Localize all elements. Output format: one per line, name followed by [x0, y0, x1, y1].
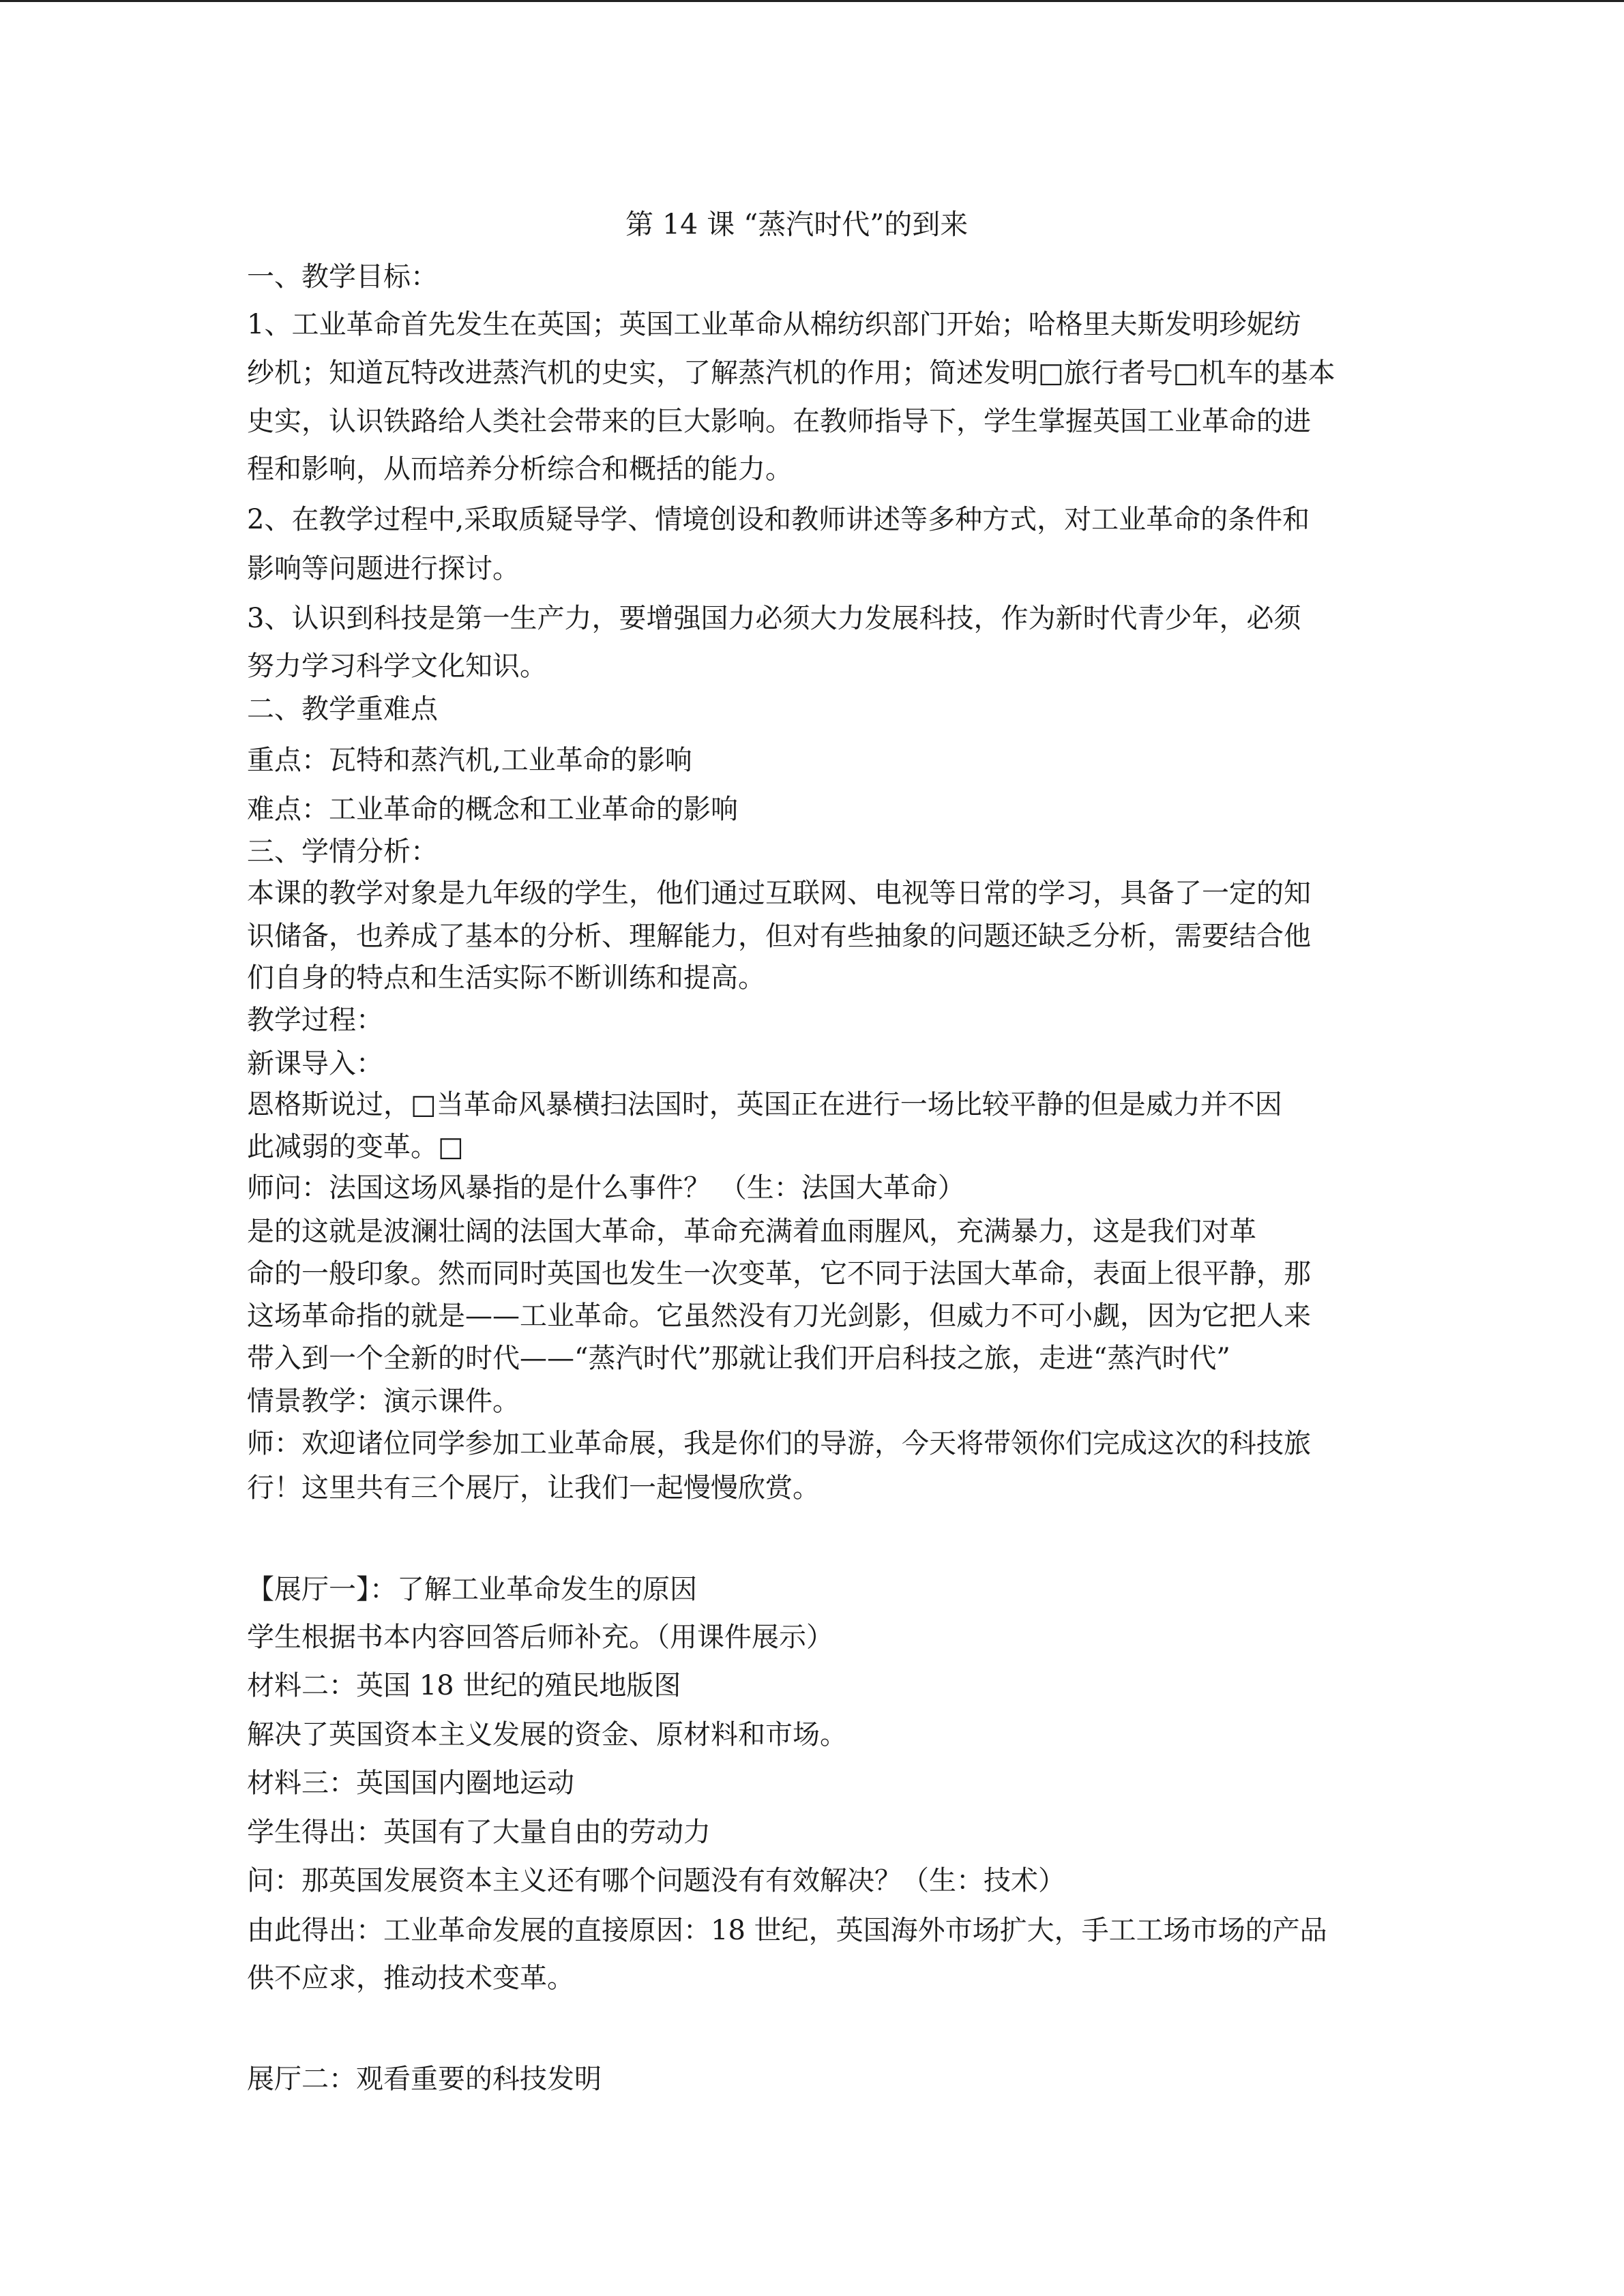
text-line: 行！这里共有三个展厅，让我们一起慢慢欣赏。 [247, 1472, 820, 1504]
text-line: 解决了英国资本主义发展的资金、原材料和市场。 [247, 1719, 847, 1750]
text-line: 2、在教学过程中,采取质疑导学、情境创设和教师讲述等多种方式，对工业革命的条件和 [247, 504, 1310, 535]
text-line: 问：那英国发展资本主义还有哪个问题没有有效解决？（生：技术） [247, 1865, 1065, 1896]
text-line: 学生根据书本内容回答后师补充。（用课件展示） [247, 1622, 833, 1653]
text-line: 3、认识到科技是第一生产力，要增强国力必须大力发展科技，作为新时代青少年，必须 [247, 603, 1301, 634]
section-heading-key-points: 二、教学重难点 [247, 694, 438, 725]
text-line: 是的这就是波澜壮阔的法国大革命，革命充满着血雨腥风，充满暴力，这是我们对革 [247, 1216, 1256, 1247]
text-line: 师问：法国这场风暴指的是什么事件？ （生：法国大革命） [247, 1172, 965, 1204]
section-heading-process: 教学过程： [247, 1004, 383, 1036]
section-heading-analysis: 三、学情分析： [247, 836, 438, 867]
section-heading-hall-two: 展厅二：观看重要的科技发明 [247, 2063, 602, 2095]
top-border [0, 0, 1624, 2]
text-line: 此减弱的变革。□ [247, 1131, 464, 1163]
text-line: 新课导入： [247, 1048, 383, 1079]
text-line: 1、工业革命首先发生在英国；英国工业革命从棉纺织部门开始；哈格里夫斯发明珍妮纺 [247, 309, 1301, 340]
text-line: 师：欢迎诸位同学参加工业革命展，我是你们的导游，今天将带领你们完成这次的科技旅 [247, 1428, 1311, 1459]
text-line: 纱机；知道瓦特改进蒸汽机的史实，了解蒸汽机的作用；简述发明□旅行者号□机车的基本 [247, 357, 1335, 389]
text-line: 情景教学：演示课件。 [247, 1386, 520, 1417]
text-line: 材料二：英国 18 世纪的殖民地版图 [247, 1670, 681, 1701]
text-line: 识储备，也养成了基本的分析、理解能力，但对有些抽象的问题还缺乏分析，需要结合他 [247, 921, 1311, 952]
text-line: 本课的教学对象是九年级的学生，他们通过互联网、电视等日常的学习，具备了一定的知 [247, 878, 1311, 909]
text-line: 难点：工业革命的概念和工业革命的影响 [247, 794, 738, 825]
text-line: 带入到一个全新的时代——“蒸汽时代”那就让我们开启科技之旅，走进“蒸汽时代” [247, 1343, 1230, 1374]
text-line: 程和影响，从而培养分析综合和概括的能力。 [247, 453, 793, 485]
text-line: 供不应求，推动技术变革。 [247, 1963, 574, 1994]
text-line: 努力学习科学文化知识。 [247, 651, 547, 682]
text-line: 材料三：英国国内圈地运动 [247, 1768, 574, 1799]
text-line: 史实，认识铁路给人类社会带来的巨大影响。在教师指导下，学生掌握英国工业革命的进 [247, 406, 1311, 437]
section-heading-objectives: 一、教学目标： [247, 261, 438, 293]
text-line: 影响等问题进行探讨。 [247, 553, 520, 584]
section-heading-hall-one: 【展厅一】：了解工业革命发生的原因 [247, 1574, 697, 1605]
text-line: 重点：瓦特和蒸汽机,工业革命的影响 [247, 745, 692, 776]
text-line: 们自身的特点和生活实际不断训练和提高。 [247, 962, 765, 994]
text-line: 这场革命指的就是——工业革命。它虽然没有刀光剑影，但威力不可小觑，因为它把人来 [247, 1300, 1311, 1332]
text-line: 命的一般印象。然而同时英国也发生一次变革，它不同于法国大革命，表面上很平静，那 [247, 1258, 1311, 1289]
lesson-title: 第 14 课 “蒸汽时代”的到来 [625, 208, 969, 241]
text-line: 学生得出：英国有了大量自由的劳动力 [247, 1817, 711, 1848]
text-line: 恩格斯说过，□当革命风暴横扫法国时，英国正在进行一场比较平静的但是威力并不因 [247, 1089, 1282, 1120]
text-line: 由此得出：工业革命发展的直接原因：18 世纪，英国海外市场扩大，手工工场市场的产品 [247, 1915, 1327, 1946]
